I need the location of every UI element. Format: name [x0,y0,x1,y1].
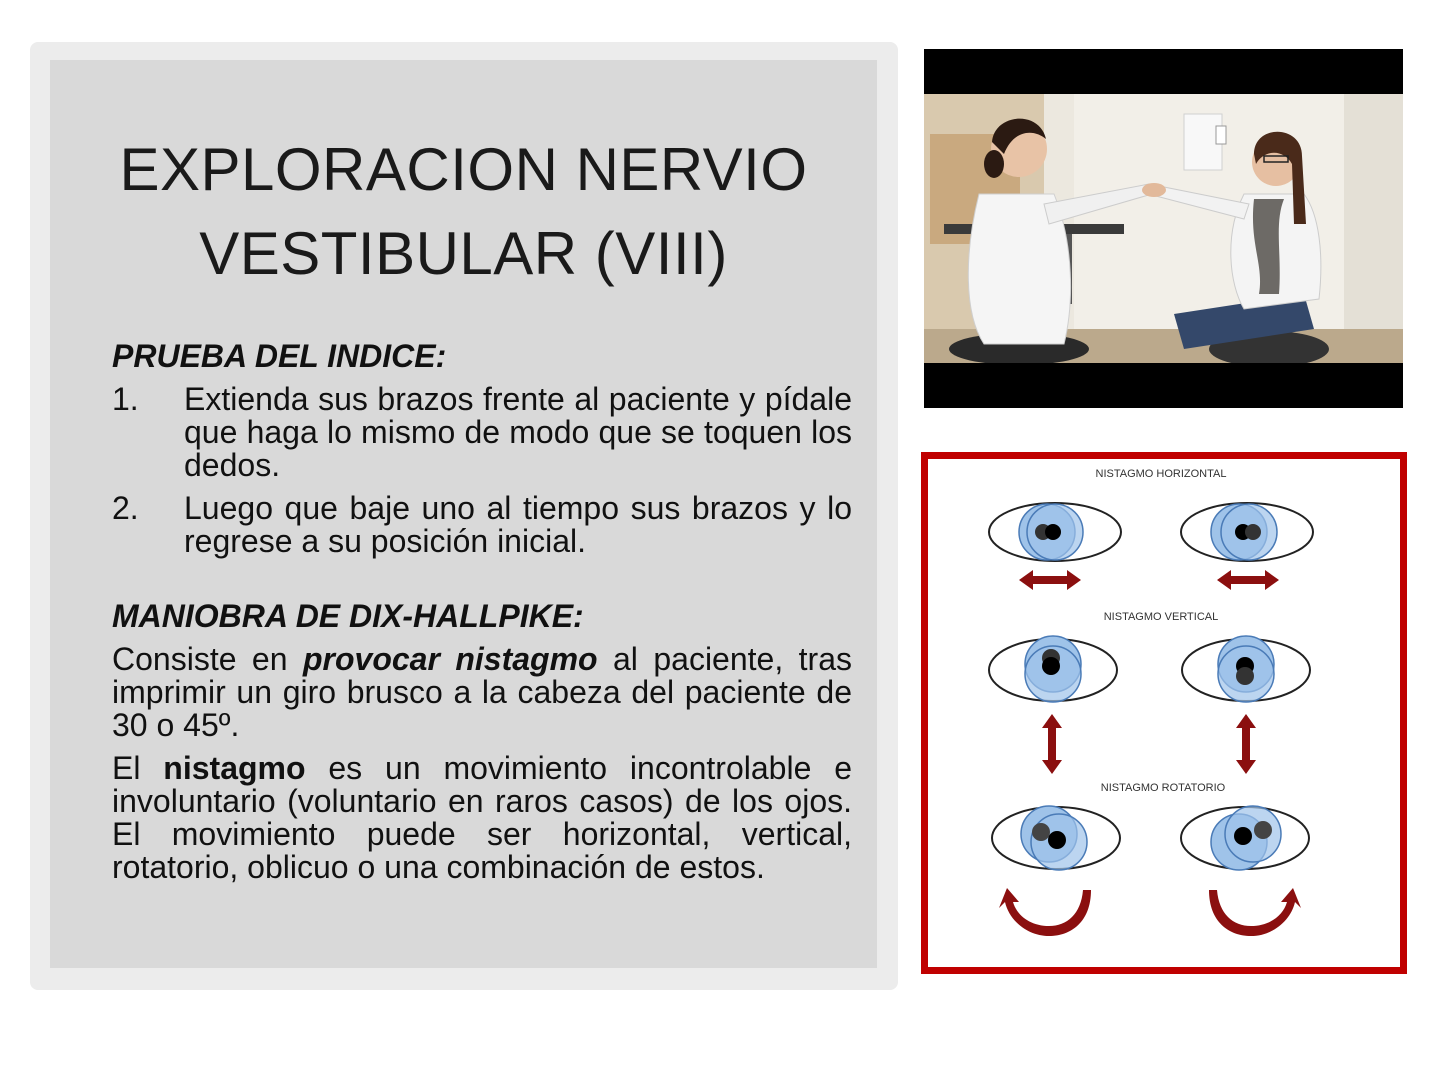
eye-icon [1181,503,1313,561]
exam-photo-illustration [924,94,1403,363]
slide-title [50,128,877,296]
emphasis-nistagmo: nistagmo [163,750,306,786]
paragraph-nistagmo-definition [112,752,852,884]
step-item [112,383,852,482]
step-number: 2. [112,490,139,526]
label-nistagmo-rotatorio: NISTAGMO ROTATORIO [1100,782,1226,794]
step-number: 1. [112,381,139,417]
text-run: es un movimiento incontrolable e involuntario (voluntario en raros casos) de los ojos. El movimiento puede ser horizontal, vertical, rotatorio, oblicuo o una combinación de estos. [112,750,852,885]
nistagmo-diagram [921,452,1407,974]
title-line-2: VESTIBULAR (VIII) [199,220,728,287]
text-run: Consiste en [112,641,303,677]
section-heading-prueba-indice: PRUEBA DEL INDICE: [112,338,447,374]
label-nistagmo-horizontal: NISTAGMO HORIZONTAL [1095,468,1227,480]
emphasis-provocar-nistagmo: provocar nistagmo [302,641,598,677]
step-text: Luego que baje uno al tiempo sus brazos y lo regrese a su posición inicial. [184,490,852,559]
section-heading-dix-hallpike: MANIOBRA DE DIX-HALLPIKE: [112,598,584,634]
step-text: Extienda sus brazos frente al paciente y pídale que haga lo mismo de modo que se toquen los dedos. [184,381,852,483]
label-nistagmo-vertical: NISTAGMO VERTICAL [1103,611,1219,623]
slide-body [112,340,852,894]
eye-icon [989,503,1121,561]
eye-icon [992,806,1120,870]
eye-icon [1181,806,1309,870]
video-frame[interactable] [924,49,1403,408]
text-run: El [112,750,164,786]
paragraph-dix-hallpike [112,643,852,742]
title-line-1: EXPLORACION NERVIO [119,136,808,203]
step-item [112,492,852,558]
text-run: al paciente, tras imprimir un giro brusco a la cabeza del paciente de 30 o 45º. [112,641,853,743]
nistagmo-diagram-svg [921,452,1407,974]
